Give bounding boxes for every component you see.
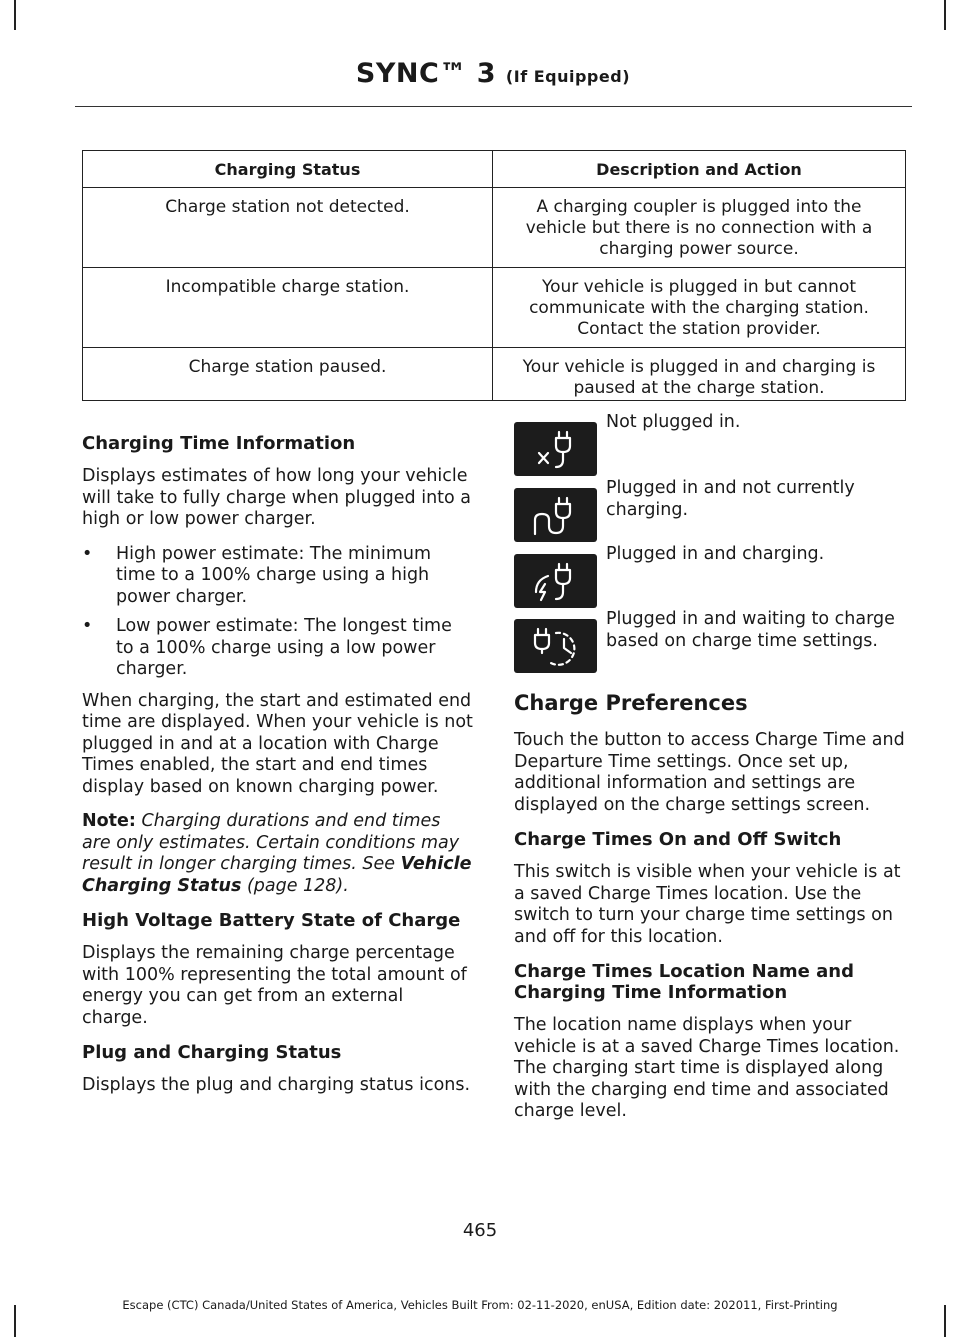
- crop-mark-top-left: [14, 0, 16, 30]
- plug-x-icon: [514, 422, 597, 476]
- paragraph: Touch the button to access Charge Time and Departure Time settings. Once set up, additional information and settings are displayed on the charge settings screen.: [514, 730, 905, 815]
- list-item-text: High power estimate: The minimum time to a 100% charge using a high power charger.: [116, 543, 432, 607]
- heading-charge-times-location: Charge Times Location Name and Charging Time Information: [514, 961, 854, 1003]
- status-icon-row: [514, 544, 906, 610]
- note-text: Charging durations and end times are only estimates. Certain conditions may result in longer charging times. See: [82, 811, 460, 874]
- status-icon-row: [514, 609, 906, 675]
- header-subtitle: (If Equipped): [505, 67, 630, 86]
- paragraph: When charging, the start and estimated end time are displayed. When your vehicle is not plugged in and at a location with Charge Times enabled, the start and end times display based on known charging power.: [82, 690, 473, 797]
- paragraph: The location name displays when your vehicle is at a saved Charge Times location. The charging start time is displayed along with the charging end time and associated charge level.: [514, 1015, 900, 1121]
- status-icon-row: [514, 478, 906, 544]
- page-header: [356, 58, 630, 89]
- table-row: [83, 268, 906, 348]
- table-cell: Charge station paused.: [83, 348, 493, 401]
- note-label: Note:: [82, 811, 136, 831]
- status-icon-row: [514, 412, 906, 478]
- heading-charging-time: Charging Time Information: [82, 433, 356, 454]
- left-column: [82, 433, 474, 1110]
- table-row: [83, 348, 906, 401]
- table-cell: Your vehicle is plugged in and charging is paused at the charge station.: [493, 348, 906, 401]
- note-page-ref: (page 128).: [241, 875, 349, 896]
- list-item-text: Low power estimate: The longest time to a 100% charge using a low power charger.: [116, 616, 452, 679]
- right-column: [514, 690, 907, 1136]
- plug-connected-icon: [514, 488, 597, 542]
- paragraph: Displays estimates of how long your vehicle will take to fully charge when plugged into a high or low power charger.: [82, 466, 472, 529]
- table-cell: A charging coupler is plugged into the vehicle but there is no connection with a charging power source.: [493, 188, 906, 268]
- heading-plug-status: Plug and Charging Status: [82, 1042, 342, 1063]
- crop-mark-top-right: [944, 0, 946, 30]
- table-header-cell: Charging Status: [83, 151, 493, 188]
- header-divider: [75, 106, 912, 107]
- paragraph: Displays the plug and charging status icons.: [82, 1075, 471, 1095]
- icon-description: Plugged in and waiting to charge based on charge time settings.: [606, 609, 895, 651]
- bullet-mark: •: [82, 543, 93, 564]
- plug-charging-icon: [514, 554, 597, 608]
- plug-clock-icon: [514, 619, 597, 673]
- table-cell: Your vehicle is plugged in but cannot communicate with the charging station. Contact the station provider.: [493, 268, 906, 348]
- table-cell: Incompatible charge station.: [83, 268, 493, 348]
- header-title: SYNC™ 3: [355, 58, 497, 89]
- table-row: [83, 188, 906, 268]
- icon-description: Plugged in and charging.: [606, 544, 825, 564]
- table-header-row: [83, 151, 906, 188]
- charging-status-table: [82, 150, 906, 401]
- list-item: [82, 544, 474, 609]
- bullet-list: [82, 544, 474, 681]
- heading-charge-times-switch: Charge Times On and Off Switch: [514, 829, 842, 850]
- heading-charge-preferences: Charge Preferences: [514, 691, 748, 715]
- page-footer: Escape (CTC) Canada/United States of America, Vehicles Built From: 02-11-2020, enUSA, Edition date: 202011, First-Printing: [122, 1298, 838, 1312]
- table-cell: Charge station not detected.: [83, 188, 493, 268]
- heading-battery: High Voltage Battery State of Charge: [82, 910, 461, 931]
- icon-description: Not plugged in.: [606, 412, 741, 432]
- paragraph: This switch is visible when your vehicle is at a saved Charge Times location. Use the switch to turn your charge time settings on and off for this location.: [514, 862, 901, 947]
- bullet-mark: •: [82, 616, 93, 636]
- note: [82, 811, 474, 897]
- paragraph: Displays the remaining charge percentage with 100% representing the total amount of energy you can get from an external charge.: [82, 943, 467, 1028]
- page-number: 465: [462, 1220, 498, 1241]
- table-header-cell: Description and Action: [493, 151, 906, 188]
- list-item: [82, 616, 474, 681]
- icon-description: Plugged in and not currently charging.: [606, 478, 855, 520]
- cross-reference-link[interactable]: Vehicle Charging Status: [82, 854, 472, 896]
